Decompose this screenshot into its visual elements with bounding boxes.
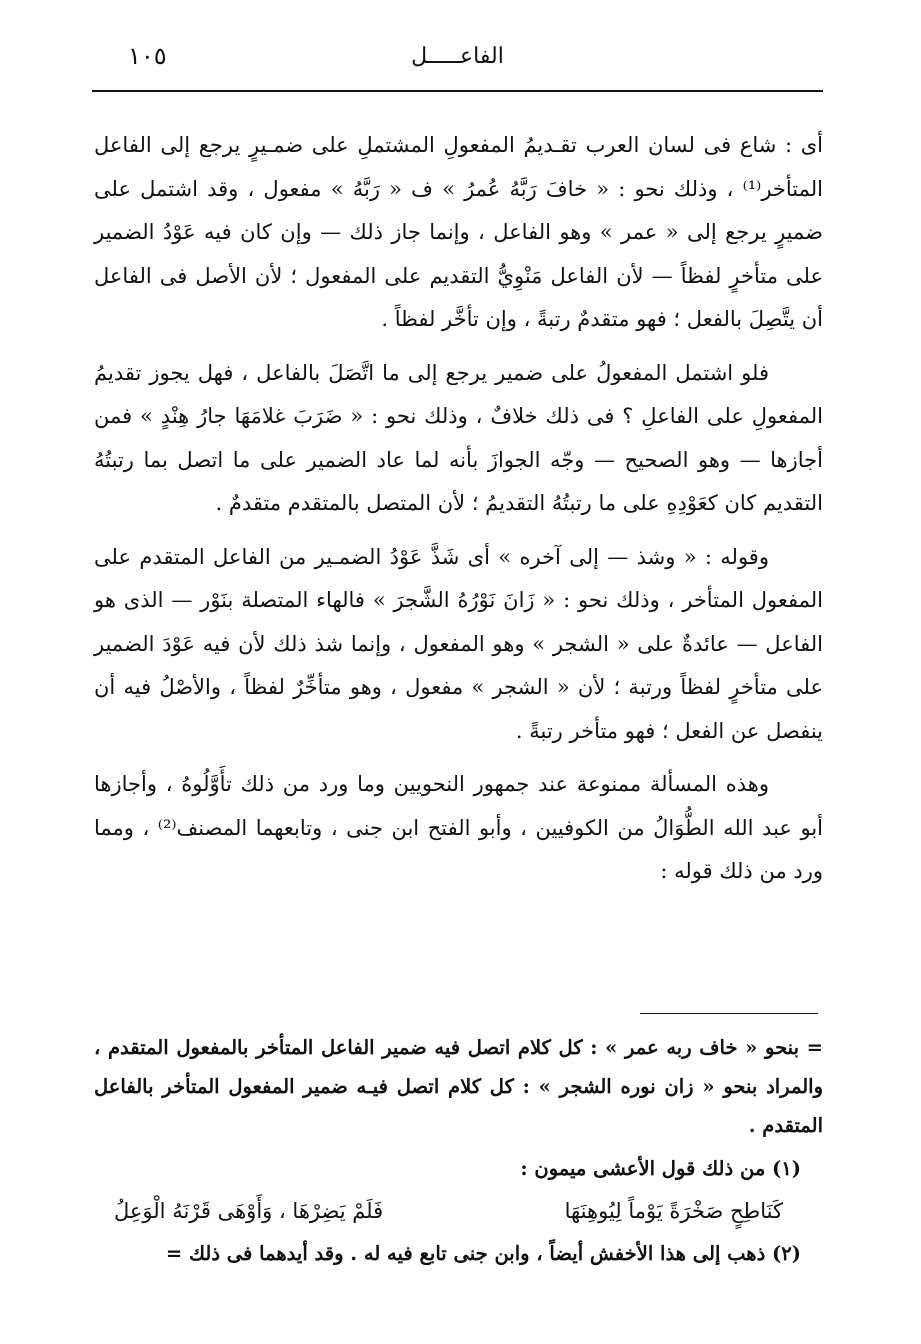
footnote-2: (٢) ذهب إلى هذا الأخفش أيضاً ، وابن جنى تابع فيه له . وقد أيدهما فى ذلك = <box>165 1242 801 1265</box>
page-header <box>92 38 823 92</box>
footnote-separator <box>640 1013 818 1014</box>
page-number: ١٠٥ <box>128 42 167 70</box>
paragraph-2: فلو اشتمل المفعولُ على ضمير يرجع إلى ما اتَّصَلَ بالفاعل ، فهل يجوز تقديمُ المفعولِ على الفاعلِ ؟ فى ذلك خلافٌ ، وذلك نحو : « ضَرَبَ غلامَهَا جارُ هِنْدٍ » فمن أجازها — وهو الصحيح — وجّه الجوازَ بأنه لما عاد الضمير على ما اتصل بما رتبتُهُ التقديم كان كعَوْدِهِ على ما رتبتُهُ التقديمُ ؛ لأن المتصل بالمتقدم متقدمٌ . <box>94 360 823 515</box>
verse-first-hemistich: كَنَاطِحٍ صَخْرَةً يَوْماً لِيُوهِنَهَا <box>564 1199 783 1223</box>
footnotes <box>94 1028 823 1273</box>
paragraph-3: وقوله : « وشذ — إلى آخره » أى شَذَّ عَوْدُ الضمـير من الفاعل المتقدم على المفعول المتأخر ، وذلك نحو : « زَانَ نَوْرُهُ الشَّجرَ » فالهاء المتصلة بنَوْر — الذى هو الفاعل — عائدةٌ على « الشجر » وهو المفعول ، وإنما شذ ذلك لأن فيه عَوْدَ الضمير على متأخرٍ لفظاً ورتبة ؛ لأن « الشجر » مفعول ، وهو متأخِّرٌ لفظاً ، والأصْلُ فيه أن ينفصل عن الفعل ؛ فهو متأخر رتبةً . <box>94 544 823 743</box>
paragraph-4: وهذه المسألة ممنوعة عند جمهور النحويين وما ورد من ذلك تأَوَّلُوهُ ، وأجازها أبو عبد الله الطُّوَالُ من الكوفيين ، وأبو الفتح ابن جنى ، وتابعهما المصنف⁽²⁾ ، ومما ورد من ذلك قوله : <box>94 772 823 883</box>
paragraph-1: أى : شاع فى لسان العرب تقـديمُ المفعولِ المشتملِ على ضمـيرٍ يرجع إلى الفاعل المتأخر⁽¹⁾ ، وذلك نحو : « خافَ رَبَّهُ عُمرُ » ف « رَبَّهُ » مفعول ، وقد اشتمل على ضميرٍ يرجع إلى « عمر » وهو الفاعل ، وإنما جاز ذلك — وإن كان فيه عَوْدُ الضمير على متأخرٍ لفظاً — لأن الفاعل مَنْوِيُّ التقديم على المفعول ؛ لأن الأصل فى الفاعل أن يتَّصِلَ بالفعل ؛ فهو متقدمٌ رتبةً ، وإن تأخَّر لفظاً . <box>94 133 823 331</box>
footnote-1-intro: (١) من ذلك قول الأعشى ميمون : <box>520 1157 801 1180</box>
running-title: الفاعـــــل <box>411 44 504 69</box>
main-text <box>94 124 823 904</box>
poetry-verse <box>94 1188 823 1234</box>
verse-second-hemistich: فَلَمْ يَضِرْهَا ، وَأَوْهَى قَرْنَهُ الْوَعِلُ <box>114 1199 384 1223</box>
footnote-continuation: = بنحو « خاف ربه عمر » : كل كلام اتصل فيه ضمير الفاعل المتأخر بالمفعول المتقدم ، والمراد بنحو « زان نوره الشجر » : كل كلام اتصل فيـه ضمير المفعول المتأخر بالفاعل المتقدم . <box>94 1036 823 1137</box>
